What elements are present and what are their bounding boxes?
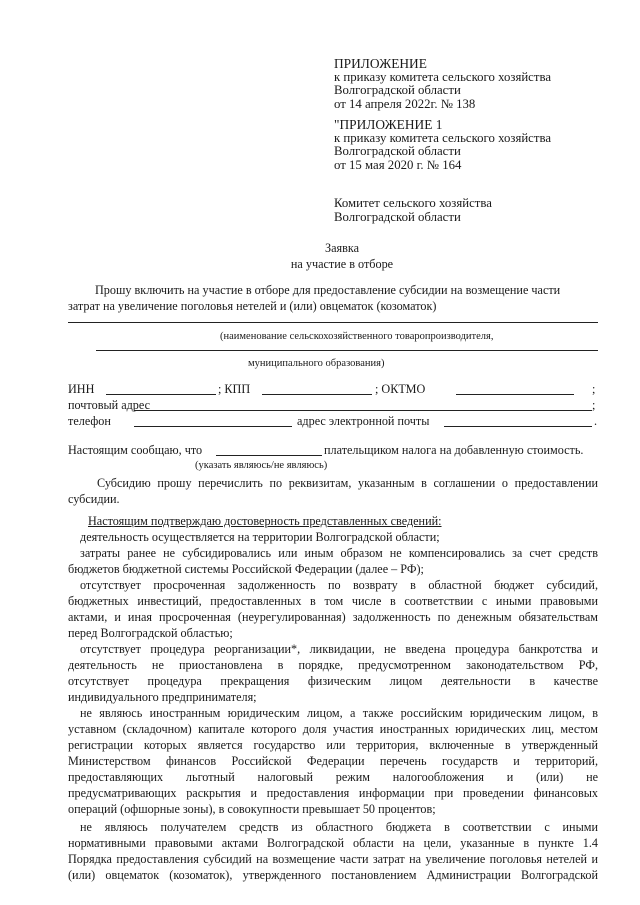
appendix-title: "ПРИЛОЖЕНИЕ 1 <box>334 117 443 132</box>
postal-label: почтовый адрес <box>68 398 151 412</box>
appendix-title: ПРИЛОЖЕНИЕ <box>334 56 427 71</box>
vat-status-field[interactable] <box>216 455 322 456</box>
statement-line: индивидуального предпринимателя; <box>68 690 257 704</box>
statement-line: (или) овцематок (козоматок), утвержденного постановлением Администрации Волгоградской <box>68 868 598 882</box>
subsidy-line: субсидии. <box>68 492 120 506</box>
phone-field[interactable] <box>134 426 292 427</box>
kpp-field[interactable] <box>262 394 372 395</box>
inn-label: ИНН <box>68 382 95 396</box>
subsidy-line: Субсидию прошу перечислить по реквизитам, указанным в соглашении о предоставлении <box>97 476 598 490</box>
appendix-line: к приказу комитета сельского хозяйства <box>334 69 552 84</box>
appendix-date: от 15 мая 2020 г. № 164 <box>334 157 462 172</box>
statement-line: отсутствует просроченная задолженность по возврату в областной бюджет субсидий, <box>80 578 598 592</box>
request-line: Прошу включить на участие в отборе для предоставление субсидии на возмещение части <box>95 283 561 297</box>
phone-label: телефон <box>68 414 111 428</box>
statement-line: предусматривающих раскрытия и предоставления информации при проведении финансовых <box>68 786 598 800</box>
addressee-block <box>334 197 492 224</box>
email-field[interactable] <box>444 426 592 427</box>
statement-line: перед Волгоградской областью; <box>68 626 233 640</box>
statement-line: регистрации которых является государство или территория, включенные в утвержденный <box>68 738 598 752</box>
document-subtitle: на участие в отборе <box>290 257 394 271</box>
postal-field[interactable] <box>134 410 592 411</box>
statement-line: деятельность не приостановлена в порядке, предусмотренном законодательством РФ, <box>68 658 598 672</box>
addressee-line: Волгоградской области <box>334 209 461 224</box>
statement-line: уставном (складочном) капитале которого доля участия иностранных юридических лиц, местом <box>68 722 598 736</box>
name-hint: (наименование сельскохозяйственного товаропроизводителя, <box>220 331 494 342</box>
vat-hint: (указать являюсь/не являюсь) <box>195 460 328 471</box>
statement-line: не являюсь иностранным юридическим лицом, а также российским юридическим лицом, в <box>80 706 598 720</box>
confirmation-heading: Настоящим подтверждаю достоверность представленных сведений: <box>88 514 442 528</box>
statement-line: отсутствует процедура реорганизации*, ликвидации, не введена процедура банкротства и <box>80 642 598 656</box>
email-dot: . <box>594 414 598 428</box>
postal-semicolon: ; <box>592 398 596 412</box>
kpp-label: ; КПП <box>218 382 251 396</box>
appendix-block-2020 <box>334 118 551 172</box>
appendix-date: от 14 апреля 2022г. № 138 <box>334 96 476 111</box>
statement-line: не являюсь получателем средств из областного бюджета в соответствии с иными <box>80 820 598 834</box>
statement-line: предоставляющих льготный налоговый режим налогообложения и (или) не <box>68 770 598 784</box>
request-line: затрат на увеличение поголовья нетелей и (или) овцематок (козоматок) <box>68 299 437 313</box>
appendix-line: к приказу комитета сельского хозяйства <box>334 130 552 145</box>
name-underline <box>68 322 598 323</box>
inn-field[interactable] <box>106 394 216 395</box>
vat-text-before: Настоящим сообщаю, что <box>68 443 203 457</box>
appendix-line: Волгоградской области <box>334 144 461 158</box>
oktmo-semicolon: ; <box>592 382 596 396</box>
statement-line: актами, и иная просроченная (неурегулированная) задолженность по денежным обязательствам <box>68 610 598 624</box>
municipality-underline <box>96 350 598 351</box>
email-label: адрес электронной почты <box>297 414 430 428</box>
appendix-block-2022 <box>334 57 551 111</box>
addressee-line: Комитет сельского хозяйства <box>334 196 492 210</box>
statement-line: отсутствует процедура прекращения физическим лицом деятельности в качестве <box>68 674 598 688</box>
statement-line: бюджетных инвестиций, предоставленных в том числе в соответствии с иными правовыми <box>68 594 598 608</box>
municipality-hint: муниципального образования) <box>248 358 385 369</box>
statement-line: бюджетов бюджетной системы Российской Федерации (далее – РФ); <box>68 562 424 576</box>
statement-line: затраты ранее не субсидировались или иным образом не компенсировались за счет средств <box>80 546 598 560</box>
statement-line: нормативными правовыми актами Волгоградской области на цели, указанные в пункте 1.4 <box>68 836 598 850</box>
statement-line: Порядка предоставления субсидий на возмещение части затрат на увеличение поголовья нетелей и <box>68 852 598 866</box>
oktmo-label: ; ОКТМО <box>375 382 426 396</box>
statement-line: Министерством финансов Российской Федерации перечень государств и территорий, <box>68 754 598 768</box>
statement-line: операций (офшорные зоны), в совокупности превышает 50 процентов; <box>68 802 436 816</box>
statement-line: деятельность осуществляется на территории Волгоградской области; <box>80 530 440 544</box>
oktmo-field[interactable] <box>456 394 574 395</box>
vat-text-after: плательщиком налога на добавленную стоимость. <box>324 443 584 457</box>
document-title: Заявка <box>324 241 360 255</box>
appendix-line: Волгоградской области <box>334 83 461 97</box>
